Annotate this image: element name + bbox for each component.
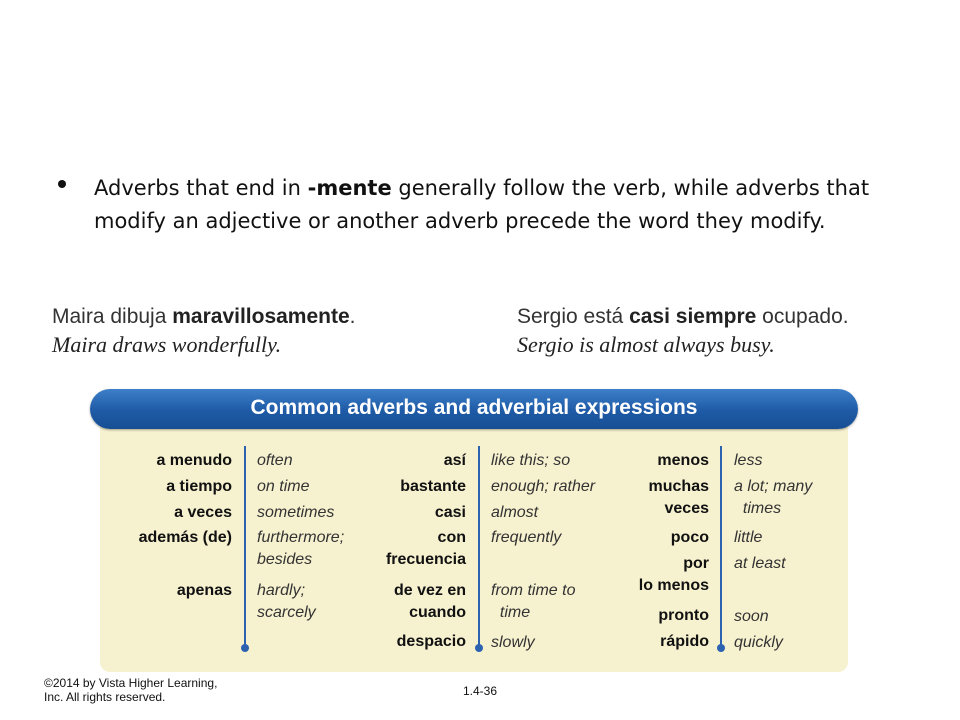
- meaning-soon: soon: [734, 608, 769, 625]
- bullet-text-bold: -mente: [307, 176, 392, 200]
- term-ademas-de: además (de): [138, 529, 232, 546]
- meaning-hardly-scarcely: hardly; scarcely: [257, 582, 316, 621]
- example-right-es-post: ocupado.: [756, 305, 849, 328]
- column-divider-2-dot-icon: [475, 644, 483, 652]
- example-right-es-bold: casi siempre: [629, 305, 757, 328]
- term-menos: menos: [657, 452, 709, 469]
- example-right: [517, 303, 937, 359]
- bullet-text-part1: Adverbs that end in: [94, 176, 308, 200]
- meaning-like-this-so: like this; so: [491, 452, 571, 469]
- term-de-vez-en-cuando: de vez en cuando: [393, 582, 466, 621]
- bullet-text-part2: generally follow the verb, while adverbs that modify an adjective or another adverb precede the word they modify.: [94, 176, 870, 233]
- meaning-a-lot-many-times: a lot; many times: [734, 478, 813, 517]
- example-right-es-pre: Sergio está: [517, 305, 630, 328]
- meaning-slowly: slowly: [491, 634, 535, 651]
- term-apenas: apenas: [176, 582, 232, 599]
- term-con-frecuencia: con frecuencia: [385, 529, 466, 568]
- example-left-spanish: [52, 303, 472, 331]
- term-pronto: pronto: [658, 607, 709, 624]
- term-poco: poco: [670, 529, 709, 546]
- column-divider-3-dot-icon: [717, 644, 725, 652]
- term-rapido: rápido: [660, 633, 709, 650]
- footer-page-number: 1.4-36: [463, 684, 498, 698]
- meaning-enough-rather: enough; rather: [491, 478, 596, 495]
- meaning-quickly: quickly: [734, 634, 783, 651]
- term-por-lo-menos: por lo menos: [638, 555, 709, 594]
- term-a-veces: a veces: [174, 504, 232, 521]
- meaning-at-least: at least: [734, 555, 786, 572]
- term-muchas-veces: muchas veces: [648, 478, 709, 517]
- example-left-english: Maira draws wonderfully.: [52, 332, 282, 357]
- bullet-dot-icon: [58, 180, 66, 188]
- meaning-less: less: [734, 452, 763, 469]
- example-right-english: Sergio is almost always busy.: [517, 332, 775, 357]
- adverb-table-title: Common adverbs and adverbial expressions: [250, 396, 698, 419]
- term-bastante: bastante: [400, 478, 466, 495]
- term-a-menudo: a menudo: [156, 452, 232, 469]
- bullet-text: [94, 172, 888, 238]
- bullet-point: [58, 172, 888, 238]
- term-a-tiempo: a tiempo: [166, 478, 232, 495]
- meaning-almost: almost: [491, 504, 539, 521]
- example-left-es-post: .: [349, 305, 356, 328]
- example-right-spanish: [517, 303, 937, 331]
- term-casi: casi: [434, 504, 466, 521]
- meaning-furthermore-besides: furthermore; besides: [257, 529, 345, 568]
- example-left-es-pre: Maira dibuja: [52, 305, 173, 328]
- example-left: [52, 303, 472, 359]
- column-divider-1-dot-icon: [241, 644, 249, 652]
- meaning-from-time-to-time: from time to time: [491, 582, 576, 621]
- column-divider-2: [478, 446, 480, 646]
- term-despacio: despacio: [396, 633, 466, 650]
- meaning-frequently: frequently: [491, 529, 562, 546]
- adverb-table-banner: [90, 389, 858, 429]
- column-divider-3: [720, 446, 722, 646]
- term-asi: así: [443, 452, 466, 469]
- meaning-on-time: on time: [257, 478, 310, 495]
- meaning-little: little: [734, 529, 763, 546]
- meaning-often: often: [257, 452, 293, 469]
- meaning-sometimes: sometimes: [257, 504, 335, 521]
- example-left-es-bold: maravillosamente: [172, 305, 350, 328]
- column-divider-1: [244, 446, 246, 646]
- footer-copyright: ©2014 by Vista Higher Learning, Inc. All rights reserved.: [44, 676, 218, 704]
